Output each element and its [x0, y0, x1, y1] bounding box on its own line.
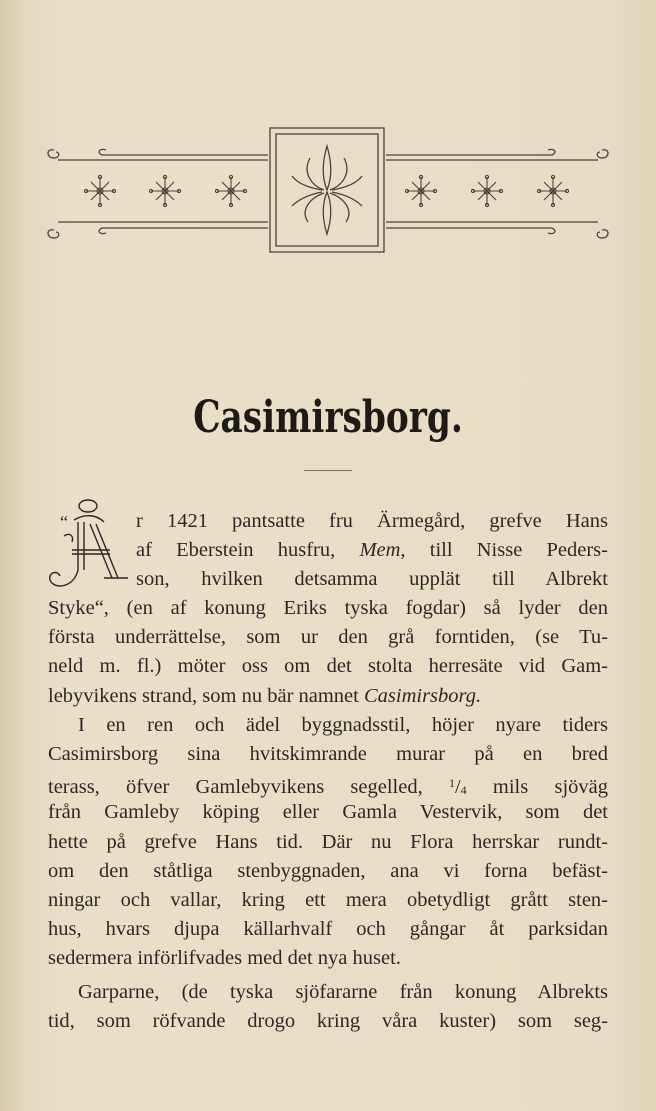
text-line: tid, som röfvande drogo kring våra kuster) som seg-: [48, 1010, 608, 1032]
text-line: af Eberstein husfru, Mem, till Nisse Peders-: [136, 539, 608, 561]
text-line: terass, öfver Gamlebyvikens segelled, $^1/_4$ mils sjöväg: [48, 776, 608, 798]
text-line: sedermera införlifvades med det nya huset.: [48, 947, 401, 969]
title-divider: [304, 470, 352, 471]
decorative-initial: [44, 492, 130, 596]
page-title: Casimirsborg.: [193, 392, 463, 443]
text-line: hette på grefve Hans tid. Där nu Flora herrskar rundt-: [48, 831, 608, 853]
open-quote: “: [60, 512, 68, 532]
text-line: Styke“, (en af konung Eriks tyska fogdar) så lyder den: [48, 597, 608, 619]
text-line: son, hvilken detsamma upplät till Albrekt: [136, 568, 608, 590]
text-line: r 1421 pantsatte fru Ärmegård, grefve Hans: [136, 510, 608, 532]
text-line: Casimirsborg sina hvitskimrande murar på en bred: [48, 743, 608, 765]
text-line: lebyvikens strand, som nu bär namnet Casimirsborg.: [48, 685, 482, 707]
text-line: neld m. fl.) möter oss om det stolta herresäte vid Gam-: [48, 655, 608, 677]
text-line: första underrättelse, som ur den grå forntiden, (se Tu-: [48, 626, 608, 648]
text-line: I en ren och ädel byggnadsstil, höjer nyare tiders: [78, 714, 608, 736]
decorative-headpiece: [40, 118, 616, 263]
text-line: Garparne, (de tyska sjöfararne från konung Albrekts: [78, 981, 608, 1003]
text-line: ningar och vallar, kring ett mera obetydligt grått sten-: [48, 889, 608, 911]
text-line: om den ståtliga stenbyggnaden, ana vi forna befäst-: [48, 860, 608, 882]
text-line: hus, hvars djupa källarhvalf och gångar åt parksidan: [48, 918, 608, 940]
drop-cap-letter: Å: [74, 574, 75, 575]
text-line: från Gamleby köping eller Gamla Vestervik, som det: [48, 801, 608, 823]
